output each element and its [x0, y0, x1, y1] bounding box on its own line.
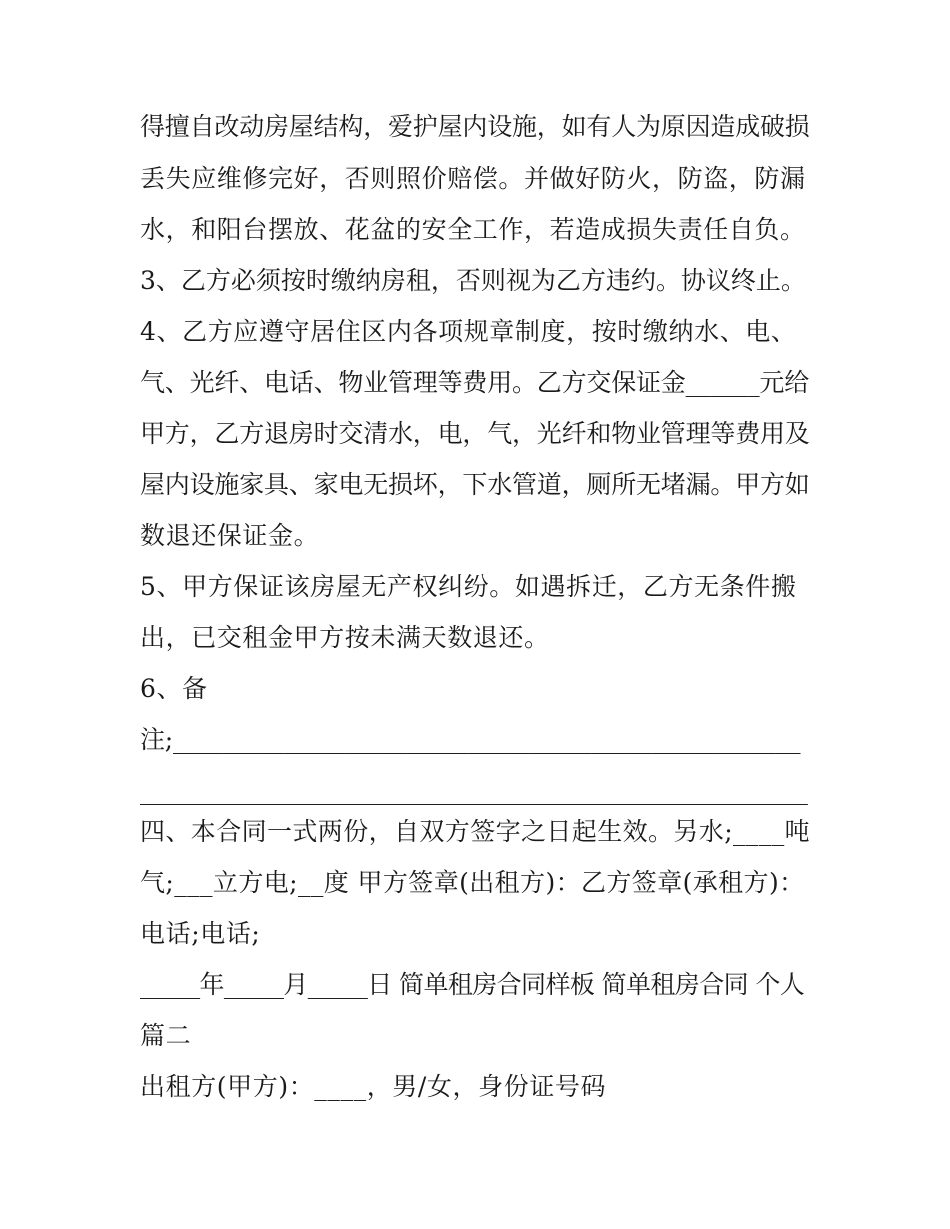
clause-3-line: 3、乙方必须按时缴纳房租，否则视为乙方违约。协议终止。	[140, 266, 806, 295]
signature-line: 气;___立方电;__度 甲方签章(出租方)：乙方签章(承租方)：	[140, 868, 805, 897]
lessor-line: 出租方(甲方)：____，男/女，身份证号码	[140, 1072, 607, 1101]
section-heading: 篇二	[140, 1021, 192, 1050]
section-4-line: 四、本合同一式两份，自双方签字之日起生效。另水;____吨	[140, 817, 811, 846]
paragraph-line: 出，已交租金甲方按未满天数退还。	[140, 623, 550, 652]
paragraph-line: 甲方，乙方退房时交清水，电，气，光纤和物业管理等费用及	[140, 419, 810, 448]
clause-5-line: 5、甲方保证该房屋无产权纠纷。如遇拆迁，乙方无条件搬	[140, 572, 797, 601]
clause-4-line: 4、乙方应遵守居住区内各项规章制度，按时缴纳水、电、	[140, 317, 797, 346]
paragraph-line: 水，和阳台摆放、花盆的安全工作，若造成损失责任自负。	[140, 215, 806, 244]
remarks-blank-line: ___________________________________________________________	[140, 776, 807, 805]
paragraph-line: 丢失应维修完好，否则照价赔偿。并做好防火，防盗，防漏	[140, 164, 806, 193]
clause-6-line: 6、备	[140, 674, 208, 703]
date-title-line: _____年_____月_____日 简单租房合同样板 简单租房合同 个人	[140, 970, 805, 999]
paragraph-line: 气、光纤、电话、物业管理等费用。乙方交保证金______元给	[140, 368, 810, 397]
paragraph-line: 得擅自改动房屋结构，爱护屋内设施，如有人为原因造成破损	[140, 112, 810, 141]
phone-line: 电话;电话;	[140, 919, 261, 948]
paragraph-line: 屋内设施家具、家电无损坏，下水管道，厕所无堵漏。甲方如	[140, 470, 810, 499]
paragraph-line: 数退还保证金。	[140, 521, 320, 550]
remarks-blank-line: 注;___________________________________________________	[140, 725, 801, 754]
